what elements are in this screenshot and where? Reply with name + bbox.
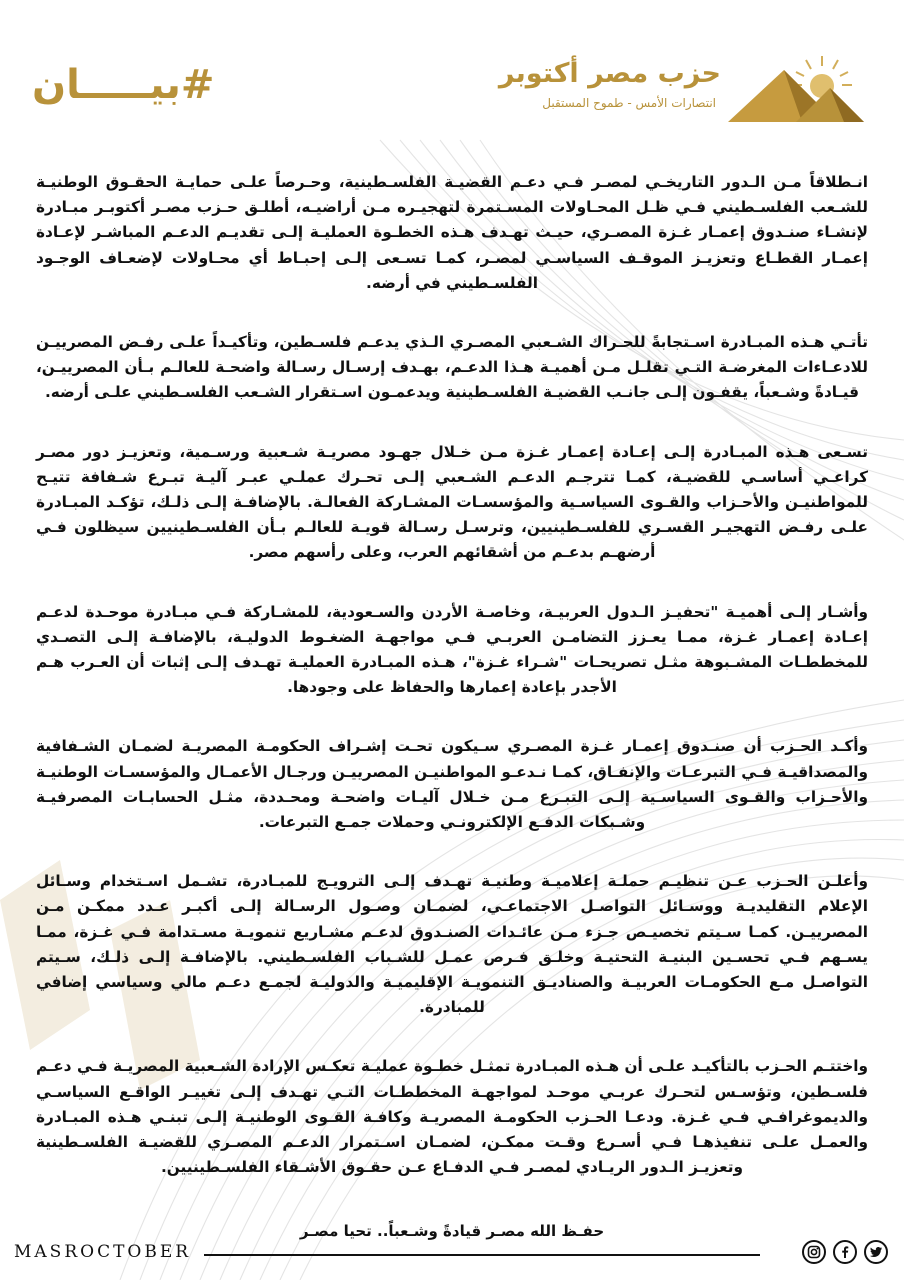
brand-name: MASROCTOBER (14, 1242, 192, 1262)
footer (0, 1236, 904, 1276)
facebook-icon[interactable] (833, 1240, 857, 1264)
statement-hashtag: #بيـــــان (32, 62, 215, 108)
instagram-icon[interactable] (802, 1240, 826, 1264)
closing-line: حفـظ الله مصـر قيادةً وشـعباً.. تحيا مصـر (299, 1222, 605, 1240)
pyramid-sun-icon (726, 52, 866, 124)
paragraph: تسـعى هـذه المبـادرة إلـى إعـادة إعمـار غـزة مـن خـلال جهـود مصريـة شـعبية ورسـمية، وتعزيـز دور مصـر كراعـي أساسـي للقضيـة، كمـا تترجـم الدعـم الشـعبي إلـى تحـرك عملـي عبـر آليـة تبـرع شـفافة تتيـح للمواطنيـن والأحـزاب والقـوى السياسـية والمؤسسـات المشـاركة الفعالـة. بالإضافـة إلـى ذلـك، تؤكـد المبـادرة علـى رفـض التهجيـر القسـري للفلسـطينيين، وترسـل رسـالة قويـة للعالـم بـأن الفلسـطينيين سيظلون فـي أرضهـم بدعـم من أشقائهم العرب، وعلى رأسهم مصر. (36, 442, 868, 562)
paragraph: وأعلـن الحـزب عـن تنظيـم حملـة إعلاميـة وطنيـة تهـدف إلـى الترويـج للمبـادرة، تشـمل اسـتخدام وسـائل الإعلام التقليديـة ووسـائل التواصـل الاجتماعـي، لضمـان وصـول الرسـالة إلـى أكبـر عـدد ممكـن مـن المصرييـن. كمـا سـيتم تخصيـص جـزء مـن عائـدات الصنـدوق لدعـم مشـاريع تنمويـة مسـتدامة فـي غـزة، ممـا يسـهم فـي تحسـين البنيـة التحتيـة وخلـق فـرص عمـل للشـباب الفلسـطيني. بالإضافـة إلـى ذلـك، سـيتم التواصـل مـع الحكومـات العربيـة والصناديـق التنمويـة الإقليميـة والدوليـة لجمـع دعـم مالي وسياسي إضافي للمبادرة. (36, 872, 868, 1017)
paragraph: انـطلاقاً مـن الـدور التاريخـي لمصـر فـي دعـم القضيـة الفلسـطينية، وحـرصاً علـى حمايـة الحقـوق الوطنيـة للشـعب الفلسـطيني فـي ظـل المحـاولات المسـتمرة لتهجيـره مـن أراضيـه، أطلـق حـزب مصـر أكتوبـر مبـادرة لإنشـاء صنـدوق إعمـار غـزة المصـري، حيـث تهـدف هـذه الخطـوة العمليـة إلـى تقديـم الدعـم المباشـر لإعـادة إعمـار القطـاع وتعزيـز الموقـف السياسـي لمصـر، كمـا تسـعى إلـى إحبـاط أي محـاولات لإضعـاف الوجـود الفلسـطيني في أرضه. (36, 173, 868, 292)
header (0, 0, 904, 140)
social-links (802, 1240, 888, 1264)
party-slogan: انتصارات الأمس - طموح المستقبل (542, 96, 716, 110)
statement-body (36, 170, 868, 1215)
footer-divider (204, 1254, 760, 1256)
paragraph: واختتـم الحـزب بالتأكيـد علـى أن هـذه المبـادرة تمثـل خطـوة عمليـة تعكـس الإرادة الشـعبية المصريـة فـي دعـم فلسـطين، وتؤسـس لتحـرك عربـي موحـد لمواجهـة المخططـات التـي تهـدف إلـى تغييـر الواقـع السياسـي والديموغرافـي فـي غـزة. ودعـا الحـزب الحكومـة المصريـة وكافـة القـوى الوطنيـة إلـى تبنـي هـذه المبـادرة والعمـل علـى تنفيذهـا فـي أسـرع وقـت ممكـن، لضمـان اسـتمرار الدعـم المصـري للقضيـة الفلسـطينية وتعزيـز الـدور الريـادي لمصـر فـي الدفـاع عـن حقـوق الأشـقاء الفلسـطينيين. (36, 1057, 868, 1177)
twitter-icon[interactable] (864, 1240, 888, 1264)
party-logo (498, 52, 866, 132)
paragraph: تأتـي هـذه المبـادرة اسـتجابةً للحـراك الشـعبي المصـري الـذي يدعـم فلسـطين، وتأكيـداً علـى رفـض المصرييـن للادعـاءات المغرضـة التـي تقلـل مـن أهميـة هـذا الدعـم، بهـدف إرسـال رسـالة واضحـة للعالـم بـأن المصرييـن، قيـادةً وشـعباً، يقفـون إلـى جانـب القضيـة الفلسـطينية ويدعمـون اسـتقرار الشـعب الفلسـطيني علـى أرضه. (36, 333, 868, 402)
paragraph: وأشـار إلـى أهميـة "تحفيـز الـدول العربيـة، وخاصـة الأردن والسـعودية، للمشـاركة فـي مبـادرة موحـدة لدعـم إعـادة إعمـار غـزة، ممـا يعـزز التضامـن العربـي فـي مواجهـة الضغـوط الدوليـة، بالإضافـة إلـى التصـدي للمخططـات المشـبوهة مثـل تصريحـات "شـراء غـزة"، هـذه المبـادرة العمليـة تهـدف إلـى إثبات أن العـرب هـم الأجدر بإعادة إعمارها والحفاظ على وجودها. (36, 602, 868, 697)
paragraph: وأكـد الحـزب أن صنـدوق إعمـار غـزة المصـري سـيكون تحـت إشـراف الحكومـة المصريـة لضمـان الشـفافية والمصداقيـة فـي التبرعـات والإنفـاق، كمـا نـدعـو المواطنيـن المصرييـن ورجـال الأعمـال والمؤسسـات الوطنيـة والأحـزاب والقـوى السياسـية إلـى التبـرع مـن خـلال آليـات واضحـة ومحـددة، مثـل الحسابـات المصرفيـة وشـبكات الدفـع الإلكترونـي وحملات جمـع التبرعات. (36, 737, 868, 832)
party-name: حزب مصر أكتوبر (498, 58, 721, 89)
